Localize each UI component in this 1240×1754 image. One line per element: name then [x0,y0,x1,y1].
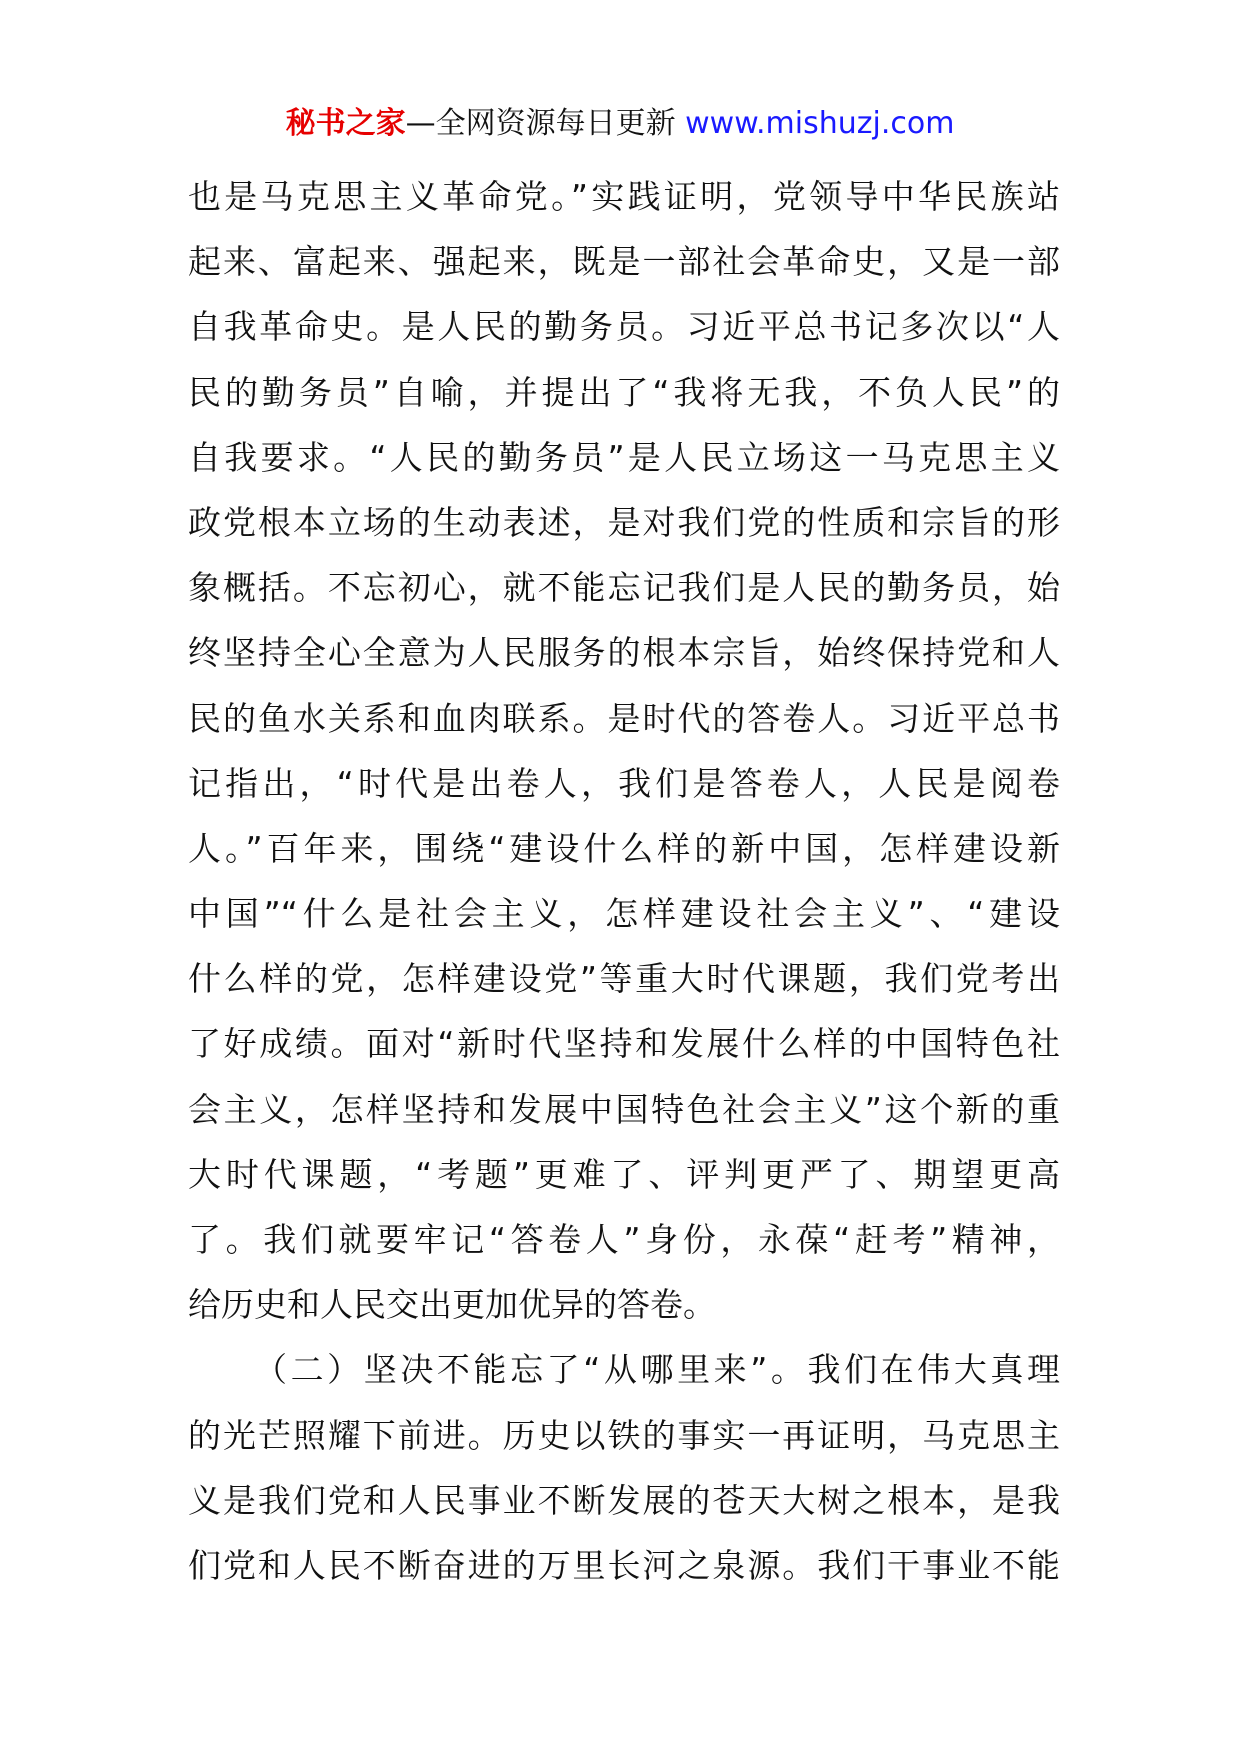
text-line: 民的鱼水关系和血肉联系。是时代的答卷人。习近平总书 [188,698,1060,738]
text-line: 给历史和人民交出更加优异的答卷。 [188,1285,716,1325]
text-line: 人。”百年来，围绕“建设什么样的新中国，怎样建设新 [188,828,1060,868]
text-line: 中国”“什么是社会主义，怎样建设社会主义”、“建设 [188,894,1060,934]
text-line: 们党和人民不断奋进的万里长河之泉源。我们干事业不能 [188,1545,1060,1585]
text-line: （二）坚决不能忘了“从哪里来”。我们在伟大真理 [254,1350,1060,1390]
text-line: 了。我们就要牢记“答卷人”身份，永葆“赶考”精神， [188,1220,1060,1259]
text-line: 记指出，“时代是出卷人，我们是答卷人，人民是阅卷 [188,763,1060,803]
text-line: 会主义，怎样坚持和发展中国特色社会主义”这个新的重 [188,1089,1060,1129]
text-line: 终坚持全心全意为人民服务的根本宗旨，始终保持党和人 [188,633,1060,673]
text-line: 起来、富起来、强起来，既是一部社会革命史，又是一部 [188,242,1060,282]
text-line: 的光芒照耀下前进。历史以铁的事实一再证明，马克思主 [188,1415,1060,1455]
page-header [0,100,1240,148]
text-line: 政党根本立场的生动表述，是对我们党的性质和宗旨的形 [188,502,1060,542]
header-slogan: —全网资源每日更新 [405,106,686,141]
site-url[interactable]: www.mishuzj.com [685,106,955,141]
text-line: 大时代课题，“考题”更难了、评判更严了、期望更高 [188,1154,1060,1194]
body-text [188,164,1060,1598]
text-line: 自我要求。“人民的勤务员”是人民立场这一马克思主义 [188,437,1060,477]
text-line: 民的勤务员”自喻，并提出了“我将无我，不负人民”的 [188,372,1060,412]
text-line: 什么样的党，怎样建设党”等重大时代课题，我们党考出 [188,959,1060,999]
text-line: 也是马克思主义革命党。”实践证明，党领导中华民族站 [188,177,1060,216]
text-line: 象概括。不忘初心，就不能忘记我们是人民的勤务员，始 [188,568,1060,608]
brand-name: 秘书之家 [285,106,406,141]
text-line: 自我革命史。是人民的勤务员。习近平总书记多次以“人 [188,307,1060,347]
text-line: 义是我们党和人民事业不断发展的苍天大树之根本，是我 [188,1480,1060,1520]
text-line: 了好成绩。面对“新时代坚持和发展什么样的中国特色社 [188,1024,1060,1064]
